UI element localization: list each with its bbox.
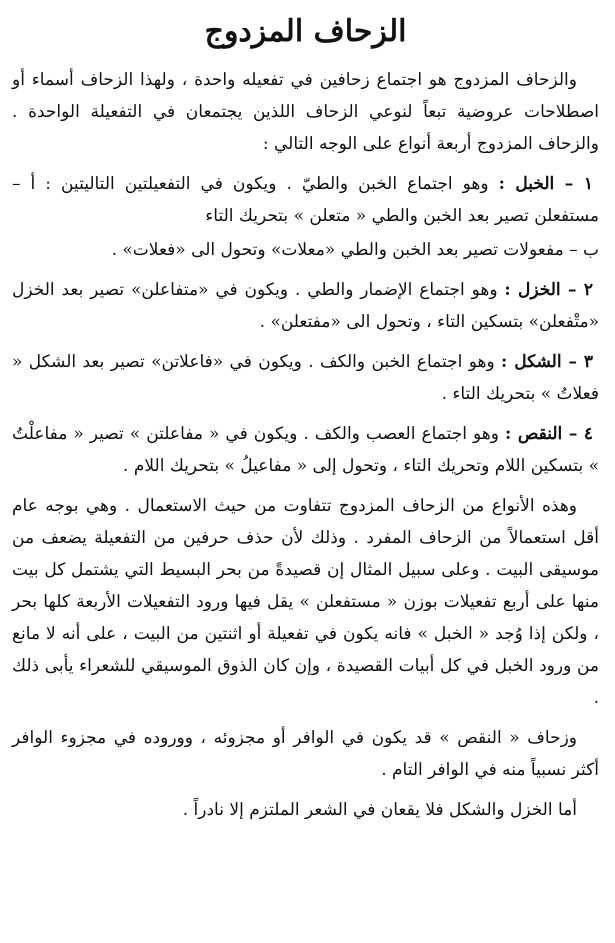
- page-title: الزحاف المزدوج: [204, 14, 407, 49]
- body-paragraph: وهذه الأنواع من الزحاف المزدوج تتفاوت من حيث الاستعمال . وهي بوجه عام أقل استعمالاً من الزحاف المفرد . وذلك لأن حذف حرفين من التفعيلة يضعف من موسيقى البيت . وعلى سبيل المثال إن قصيدةً من بحر البسيط التي يشتمل كل بيت منها على أربع تفعيلات بوزن « مستفعلن » يقل فيها ورود التفعيلات الأربعة كلها بحر ، ولكن إذا وُجد « الخبل » فانه يكون في تفعيلة أو اثنتين من البيت ، على أنه لا مانع من ورود الخبل في كل أبيات القصيدة ، وإن كان الذوق الموسيقي للشعراء يأبى ذلك .: [12, 496, 599, 708]
- list-item-naqs: [12, 418, 599, 482]
- item-text: وهو اجتماع الخبن والكف . ويكون في «فاعلاتن» تصير بعد الشكل « فعلاتُ » بتحريك التاء .: [12, 352, 599, 404]
- list-item-khazl: [12, 274, 599, 338]
- item-text: وهو اجتماع الإضمار والطي . ويكون في «متفاعلن» تصير بعد الخزل «متْفعلن» بتسكين التاء ، وتحول الى «مفتعلن» .: [12, 280, 599, 332]
- item-lead: ٤ – النقص :: [505, 424, 593, 444]
- list-item-shakl: [12, 346, 599, 410]
- body-paragraph: أما الخزل والشكل فلا يقعان في الشعر الملتزم إلا نادراً .: [182, 800, 577, 820]
- list-item-khabl: [12, 168, 599, 232]
- body-paragraph: وزحاف « النقص » قد يكون في الوافر أو مجزوئه ، ووروده في مجزوء الوافر أكثر نسبياً منه في الوافر التام .: [12, 728, 599, 780]
- item-lead: ٢ – الخزل :: [504, 280, 594, 300]
- intro-paragraph: والزحاف المزدوج هو اجتماع زحافين في تفعيله واحدة ، ولهذا الزحاف أسماء أو اصطلاحات عروضية تبعاً لنوعي الزحاف اللذين يجتمعان في التفعيلة الواحدة . والزحاف المزدوج أربعة أنواع على الوجه التالي :: [12, 70, 599, 154]
- item-lead: ١ – الخبل :: [498, 174, 593, 194]
- item-text: وهو اجتماع الخبن والطيّ . ويكون في التفعيلتين التاليتين : أ – مستفعلن تصير بعد الخبن والطي « متعلن » بتحريك التاء: [12, 174, 599, 226]
- item-lead: ٣ – الشكل :: [501, 352, 593, 372]
- item-text: وهو اجتماع العصب والكف . ويكون في « مفاعلتن » تصير « مفاعلْتُ » بتسكين اللام وتحريك التاء ، وتحول إلى « مفاعيلُ » بتحريك اللام .: [12, 424, 599, 476]
- list-subitem: ب – مفعولات تصير بعد الخبن والطي «معلات» وتحول الى «فعلات» .: [111, 240, 599, 260]
